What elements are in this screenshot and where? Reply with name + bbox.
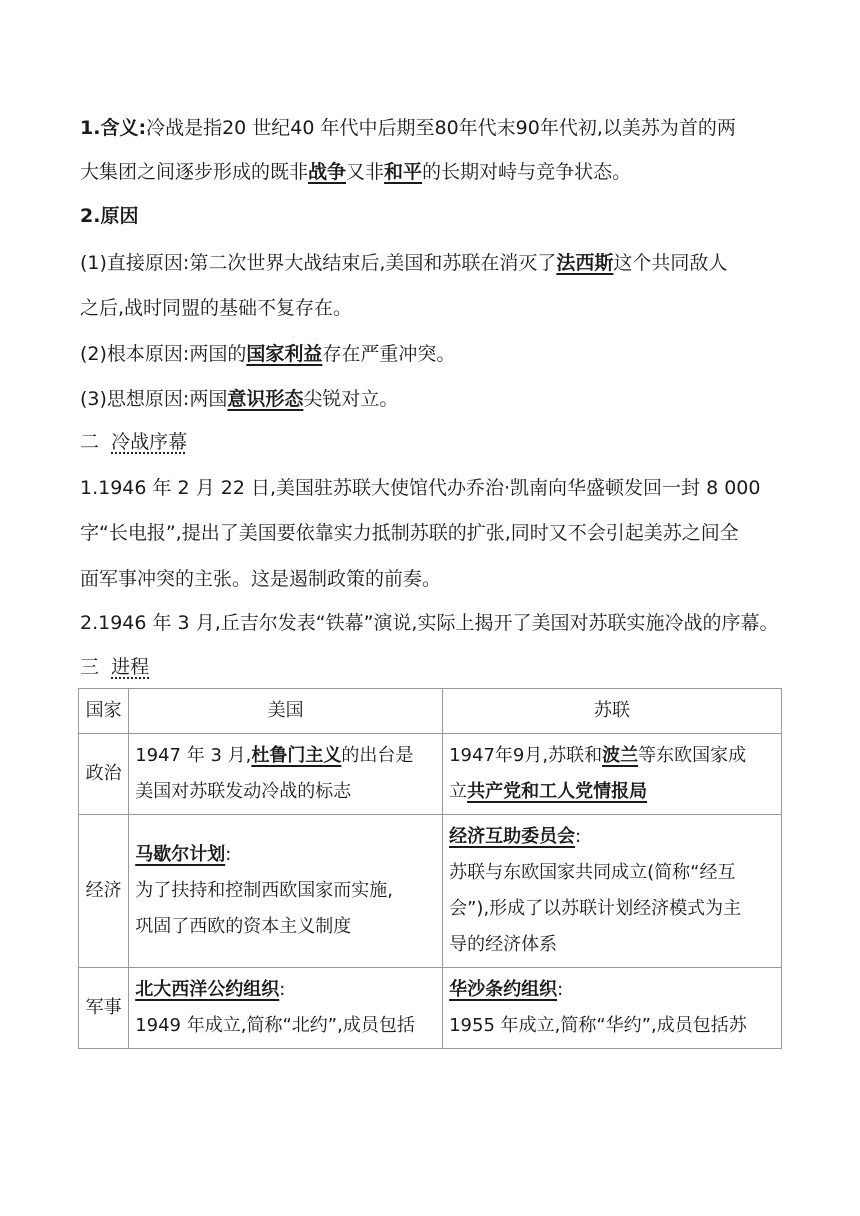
- keyword-comecon: 经济互助委员会: [449, 826, 576, 847]
- military-ussr-cell: [443, 968, 782, 1049]
- cause-direct-line-1: [80, 248, 727, 278]
- keyword-war: 战争: [308, 161, 347, 183]
- cause-direct-line-2: 之后,战时同盟的基础不复存在。: [80, 297, 353, 319]
- keyword-ideology: 意识形态: [227, 388, 304, 410]
- economy-us-colon: :: [225, 844, 232, 865]
- prelude-p2: 2.1946 年 3 月,丘吉尔发表“铁幕”演说,实际上揭开了美国对苏联实施冷战的序幕。: [80, 612, 779, 634]
- politics-us-text-2: 的出台是: [341, 745, 414, 766]
- process-table: [78, 688, 782, 1049]
- row-label-military: 军事: [79, 968, 129, 1049]
- economy-ussr-colon: :: [575, 826, 582, 847]
- definition-label: 含义:: [100, 117, 147, 139]
- definition-text-3: 又非: [346, 161, 385, 183]
- table-header-row: [79, 689, 782, 734]
- table-row-economy: [79, 815, 782, 968]
- politics-us-text-3: 美国对苏联发动冷战的标志: [135, 781, 352, 802]
- keyword-poland: 波兰: [602, 745, 639, 766]
- economy-ussr-text: 苏联与东欧国家共同成立(简称“经互: [449, 862, 736, 883]
- cause-root: [80, 339, 455, 369]
- military-us-colon: :: [279, 979, 286, 1000]
- keyword-fascism: 法西斯: [556, 252, 614, 274]
- military-us-cell: [129, 968, 443, 1049]
- prelude-heading-title: 冷战序幕: [111, 431, 188, 453]
- definition-text: 冷战是指20 世纪40 年代中后期至80年代末90年代初,以美苏为首的两: [146, 117, 736, 139]
- cause-ideology-text: (3)思想原因:两国: [80, 388, 228, 410]
- prelude-heading-number: 二: [80, 431, 100, 453]
- economy-us-text: 为了扶持和控制西欧国家而实施,: [135, 880, 393, 901]
- definition-number: 1.: [80, 117, 101, 139]
- military-us-text: 1949 年成立,简称“北约”,成员包括: [135, 1015, 415, 1036]
- row-label-economy: 经济: [79, 815, 129, 968]
- keyword-warsaw-pact: 华沙条约组织: [449, 979, 558, 1000]
- process-heading: [80, 652, 149, 682]
- prelude-p1-line-2: 字“长电报”,提出了美国要依靠实力抵制苏联的扩张,同时又不会引起美苏之间全: [80, 522, 739, 544]
- economy-us-text-2: 巩固了西欧的资本主义制度: [135, 916, 352, 937]
- politics-ussr-text: 1947年9月,苏联和: [449, 745, 603, 766]
- definition-text-2: 大集团之间逐步形成的既非: [80, 161, 309, 183]
- keyword-nato: 北大西洋公约组织: [135, 979, 280, 1000]
- economy-ussr-text-2: 会”),形成了以苏联计划经济模式为主: [449, 898, 742, 919]
- economy-us-cell: [129, 815, 443, 968]
- cause-root-text-2: 存在严重冲突。: [322, 343, 456, 365]
- military-ussr-colon: :: [557, 979, 564, 1000]
- table-row-politics: [79, 734, 782, 815]
- keyword-marshall-plan: 马歇尔计划: [135, 844, 226, 865]
- header-ussr: 苏联: [443, 689, 782, 734]
- keyword-national-interest: 国家利益: [246, 343, 323, 365]
- cause-ideology: [80, 384, 398, 414]
- cause-direct-text: (1)直接原因:第二次世界大战结束后,美国和苏联在消灭了: [80, 252, 557, 274]
- keyword-cominform: 共产党和工人党情报局: [467, 781, 648, 802]
- keyword-truman-doctrine: 杜鲁门主义: [251, 745, 342, 766]
- cause-direct-text-2: 这个共同敌人: [613, 252, 728, 274]
- header-country: 国家: [79, 689, 129, 734]
- politics-us-cell: [129, 734, 443, 815]
- definition-line-1: [80, 113, 736, 143]
- definition-line-2: [80, 157, 631, 187]
- keyword-peace: 和平: [384, 161, 423, 183]
- cause-ideology-text-2: 尖锐对立。: [303, 388, 399, 410]
- politics-ussr-text-2: 等东欧国家成: [638, 745, 747, 766]
- table-row-military: [79, 968, 782, 1049]
- prelude-p1-line-1: 1.1946 年 2 月 22 日,美国驻苏联大使馆代办乔治·凯南向华盛顿发回一封 8 000: [80, 477, 761, 499]
- process-heading-number: 三: [80, 656, 100, 678]
- economy-ussr-cell: [443, 815, 782, 968]
- politics-ussr-cell: [443, 734, 782, 815]
- cause-root-text: (2)根本原因:两国的: [80, 343, 247, 365]
- politics-ussr-text-3: 立: [449, 781, 468, 802]
- header-us: 美国: [129, 689, 443, 734]
- definition-text-4: 的长期对峙与竞争状态。: [422, 161, 632, 183]
- military-ussr-text: 1955 年成立,简称“华约”,成员包括苏: [449, 1015, 747, 1036]
- row-label-politics: 政治: [79, 734, 129, 815]
- prelude-p1-line-3: 面军事冲突的主张。这是遏制政策的前奏。: [80, 568, 442, 590]
- process-heading-title: 进程: [111, 656, 150, 678]
- politics-us-text: 1947 年 3 月,: [135, 745, 252, 766]
- economy-ussr-text-3: 导的经济体系: [449, 934, 558, 955]
- causes-heading: 2.原因: [80, 205, 139, 227]
- prelude-heading: [80, 427, 187, 457]
